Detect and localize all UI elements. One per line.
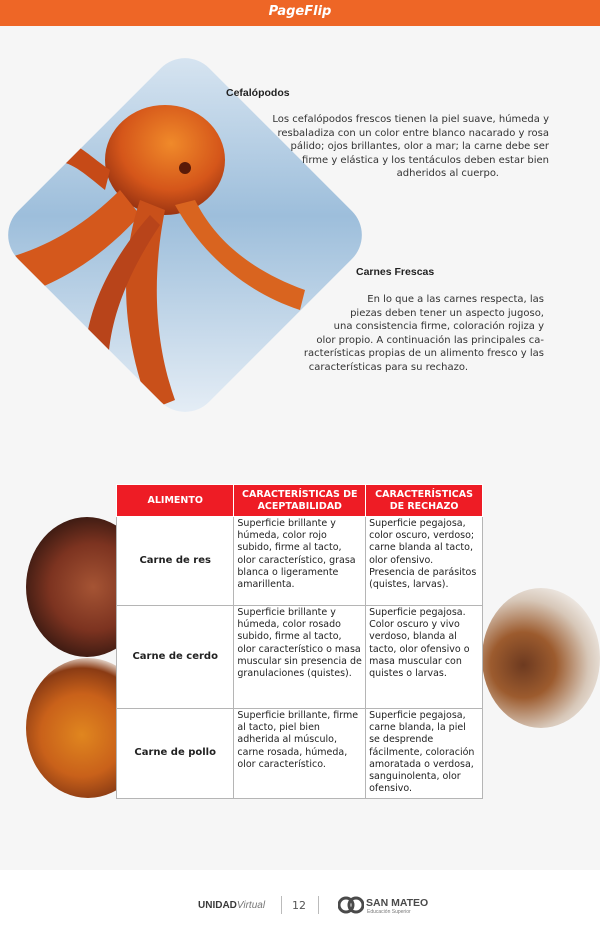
column-header-food: ALIMENTO	[117, 485, 234, 517]
top-bar	[0, 0, 600, 26]
acceptability-cell: Superficie brillante y húmeda, color rojo subido, firme al tacto, olor característico, grasa blanca o ligeramente amarillenta.	[234, 517, 366, 606]
app-title: PageFlip	[268, 4, 332, 19]
rejection-cell: Superficie pegajosa, carne blanda, la piel se desprende fácilmente, coloración amoratada o verdosa, sanguinolenta, olor ofensivo.	[366, 709, 483, 799]
meat-characteristics-table	[116, 484, 483, 799]
san-mateo-logo-icon	[338, 895, 364, 915]
fresh-meat-text	[244, 293, 544, 374]
table-row	[117, 517, 483, 606]
cephalopods-text	[229, 113, 549, 181]
column-header-acceptability: CARACTERÍSTICAS DE ACEPTABILIDAD	[234, 485, 366, 517]
text-line: racterísticas propias de un alimento fresco y las	[303, 348, 544, 359]
text-line: firme y elástica y los tentáculos deben estar bien	[302, 154, 549, 166]
table-row	[117, 709, 483, 799]
food-name-cell: Carne de pollo	[117, 709, 234, 799]
text-line: pálido; ojos brillantes, olor a mar; la carne debe ser	[290, 141, 549, 152]
text-line: adheridos al cuerpo.	[396, 168, 499, 179]
rejection-cell: Superficie pegajosa. Color oscuro y vivo verdoso, blanda al tacto, olor ofensivo o masa muscular con quistes o larvas.	[366, 606, 483, 709]
text-line: resbaladiza con un color entre blanco nacarado y rosa	[277, 127, 549, 139]
acceptability-cell: Superficie brillante y húmeda, color rosado subido, firme al tacto, olor característico o masa muscular sin presencia de granulaciones (quistes).	[234, 606, 366, 709]
footer-divider	[281, 896, 282, 914]
san-mateo-name: SAN MATEO	[366, 897, 429, 909]
column-header-rejection: CARACTERÍSTICAS DE RECHAZO	[366, 485, 483, 517]
acceptability-cell: Superficie brillante, firme al tacto, piel bien adherida al músculo, carne rosada, húmeda, olor característico.	[234, 709, 366, 799]
rejection-cell: Superficie pegajosa, color oscuro, verdoso; carne blanda al tacto, olor ofensivo. Presencia de parásitos (quistes, larvas).	[366, 517, 483, 606]
page-number: 12	[292, 899, 306, 912]
table-header-row	[117, 485, 483, 517]
text-line: En lo que a las carnes respecta, las	[367, 294, 544, 305]
text-line: una consistencia firme, coloración rojiza y	[333, 321, 544, 332]
footer-divider	[318, 896, 319, 914]
text-line: características para su rechazo.	[308, 361, 468, 373]
fresh-meat-heading: Carnes Frescas	[356, 266, 435, 278]
food-name-cell: Carne de cerdo	[117, 606, 234, 709]
text-line: olor propio. A continuación las principales ca-	[316, 334, 544, 346]
table-row	[117, 606, 483, 709]
text-line: Los cefalópodos frescos tienen la piel suave, húmeda y	[272, 114, 549, 125]
pork-photo	[482, 588, 600, 728]
food-name-cell: Carne de res	[117, 517, 234, 606]
text-line: piezas deben tener un aspecto jugoso,	[350, 307, 544, 319]
san-mateo-subtitle: Educación Superior	[367, 909, 411, 915]
cephalopods-heading: Cefalópodos	[226, 87, 290, 99]
unidad-virtual-logo: UNIDADVirtual	[198, 900, 266, 911]
